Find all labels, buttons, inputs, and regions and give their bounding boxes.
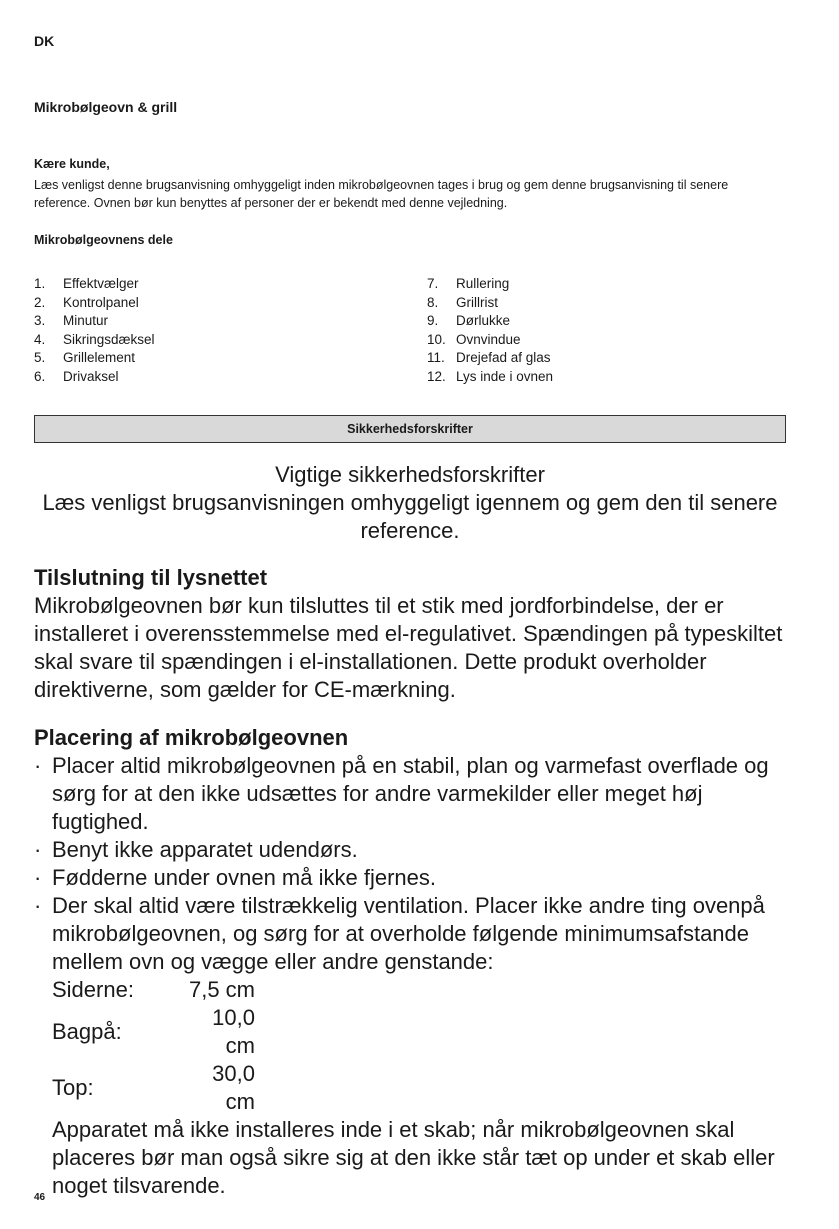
item-label: Rullering [456,276,510,291]
bullet-glyph: · [34,893,42,918]
item-number: 10. [427,331,446,347]
page-number: 46 [34,1192,46,1203]
document-title: Mikrobølgeovn & grill [34,99,178,115]
list-item [34,331,404,350]
distance-label: Top: [52,1075,94,1100]
bullet-glyph: · [34,837,42,862]
distance-label: Bagpå: [52,1019,122,1044]
list-item [427,331,797,350]
item-number: 2. [34,294,46,310]
table-row [52,1004,255,1060]
placement-list [34,752,794,1200]
table-row [52,976,255,1004]
list-item [34,275,404,294]
item-label: Drejefad af glas [456,350,551,366]
item-label: Grillelement [63,350,136,366]
bullet-text: Benyt ikke apparatet udendørs. [52,837,358,862]
item-number: 12. [427,368,446,384]
safety-subtitle: Læs venligst brugsanvisningen omhyggeligt igennem og gem den til senere reference. [42,490,778,543]
list-item [34,349,404,368]
list-item [427,275,797,294]
distance-label: Siderne: [52,977,134,1002]
item-number: 6. [34,368,46,384]
connection-text: Mikrobølgeovnen bør kun tilsluttes til et stik med jordforbindelse, der er installeret i overensstemmelse med el-regulativet. Spændingen på typeskiltet skal svare til spændingen i el-installationen. Dette produkt overholder direktiverne, som gælder for CE-mærkning. [34,593,783,702]
item-number: 9. [427,313,439,329]
list-item [34,864,794,892]
placement-heading: Placering af mikrobølgeovnen [34,725,349,750]
item-label: Minutur [63,313,109,329]
list-item [34,312,404,331]
distance-value: 30,0 cm [212,1061,255,1114]
parts-heading: Mikrobølgeovnens dele [34,233,173,247]
distance-table [52,976,255,1116]
safety-banner [34,415,786,443]
connection-heading: Tilslutning til lysnettet [34,565,268,590]
list-item [427,349,797,368]
item-label: Grillrist [456,294,498,310]
item-label: Effektvælger [63,276,139,291]
list-item [427,368,797,387]
item-label: Lys inde i ovnen [456,368,554,384]
bullet-text: Fødderne under ovnen må ikke fjernes. [52,865,436,890]
list-item [427,294,797,313]
item-label: Dørlukke [456,313,511,329]
intro-text: Læs venligst denne brugsanvisning omhyggeligt inden mikrobølgeovnen tages i brug og gem denne brugsanvisning til senere reference. Ovnen bør kun benyttes af personer der er bekendt med denne vejledning. [34,178,729,210]
language-code: DK [34,33,55,49]
parts-list-left [34,275,404,387]
safety-intro [34,461,786,545]
item-label: Kontrolpanel [63,294,139,310]
item-number: 1. [34,276,46,291]
placement-note: Apparatet må ikke installeres inde i et skab; når mikrobølgeovnen skal placeres bør man også sikre sig at den ikke står tæt op under et skab eller noget tilsvarende. [52,1117,775,1198]
list-item [34,752,794,836]
item-label: Sikringsdæksel [63,331,155,347]
safety-title: Vigtige sikkerhedsforskrifter [275,462,545,487]
distance-value: 7,5 cm [188,977,255,1002]
item-number: 3. [34,313,46,329]
item-label: Drivaksel [63,368,119,384]
list-item [427,312,797,331]
safety-banner-label: Sikkerhedsforskrifter [347,422,473,436]
item-number: 4. [34,331,46,347]
bullet-glyph: · [34,753,42,778]
bullet-glyph: · [34,865,42,890]
table-row [52,1060,255,1116]
item-number: 8. [427,294,439,310]
parts-list-right [427,275,797,387]
item-number: 11. [427,350,445,366]
item-number: 7. [427,276,439,291]
bullet-text: Der skal altid være tilstrækkelig ventilation. Placer ikke andre ting ovenpå mikrobølgeovnen, og sørg for at overholde følgende minimumsafstande mellem ovn og vægge eller andre genstande: [52,893,765,974]
item-number: 5. [34,350,46,366]
list-item [34,294,404,313]
list-item [34,892,794,1200]
list-item [34,368,404,387]
distance-value: 10,0 cm [212,1005,255,1058]
bullet-text: Placer altid mikrobølgeovnen på en stabil, plan og varmefast overflade og sørg for at den ikke udsættes for andre varmekilder eller meget høj fugtighed. [52,753,769,834]
item-label: Ovnvindue [456,331,521,347]
greeting: Kære kunde, [34,157,110,171]
list-item [34,836,794,864]
